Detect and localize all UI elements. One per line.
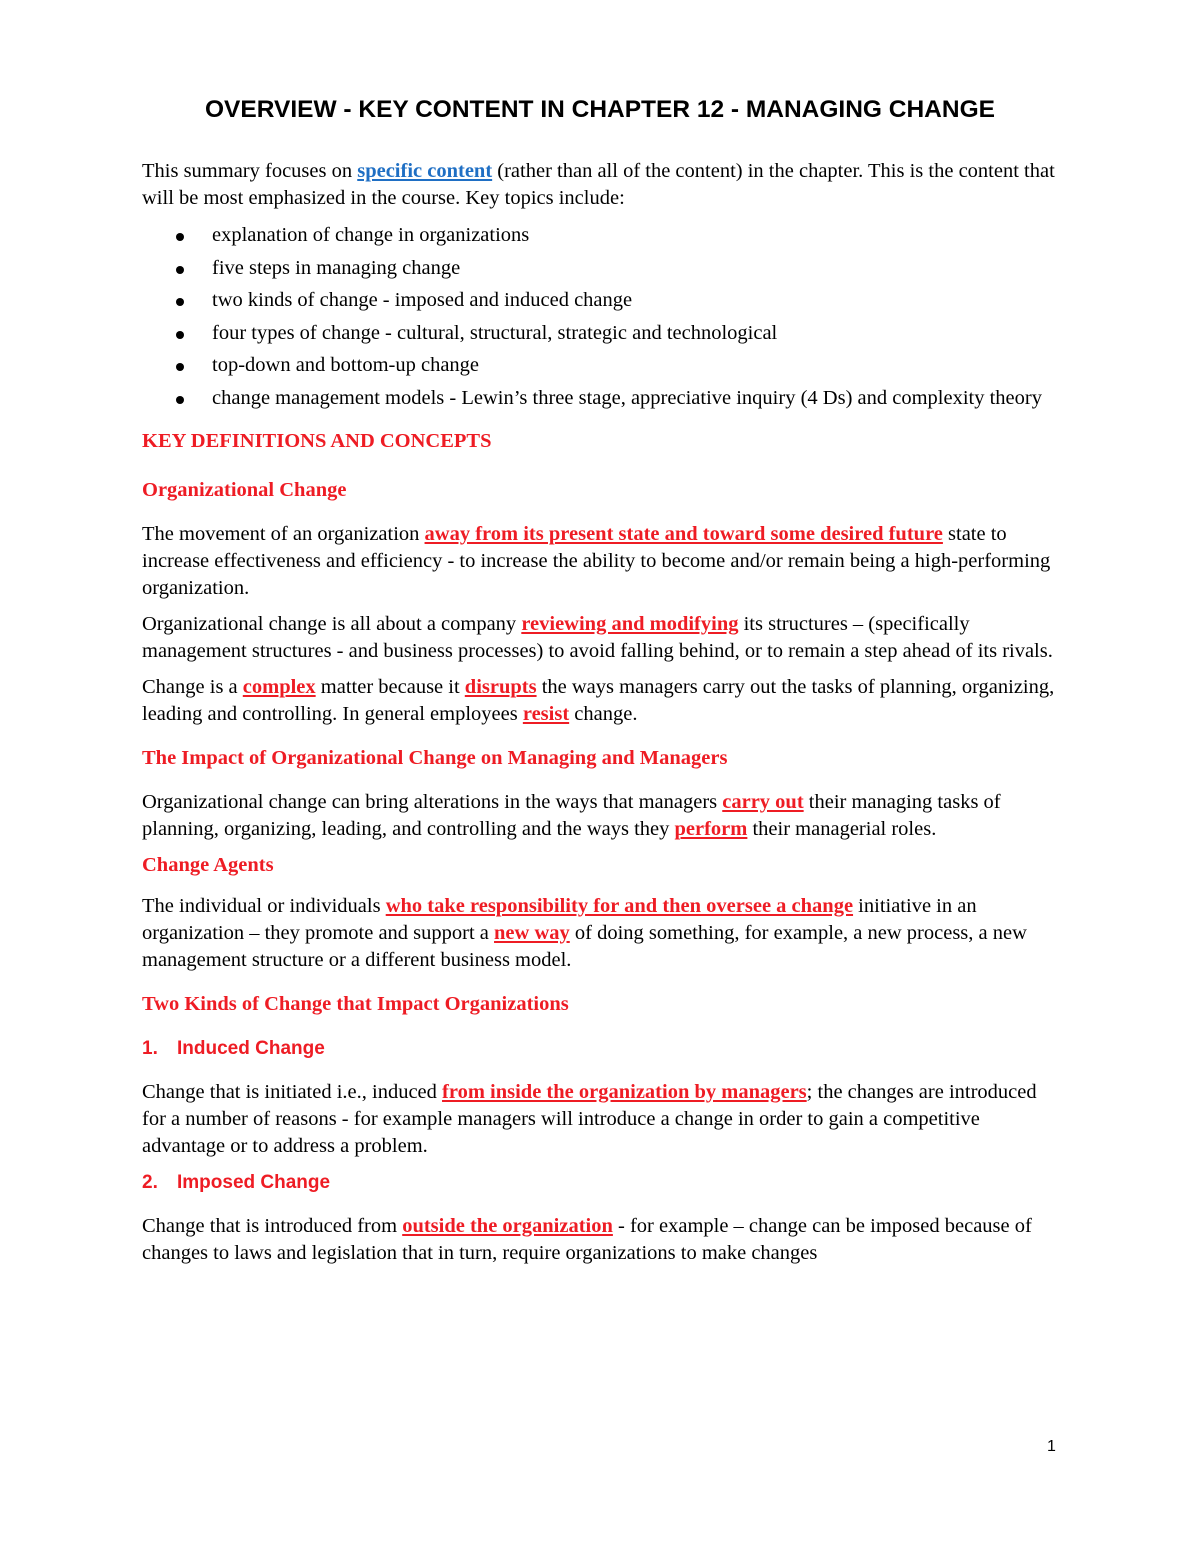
change-agents-heading: Change Agents [142, 853, 274, 876]
impact-heading: The Impact of Organizational Change on Managing and Managers [142, 746, 728, 769]
text: Organizational change can bring alterations in the ways that managers [142, 790, 723, 813]
bullet-icon [176, 266, 184, 274]
text: - for example – change can be imposed because of changes to laws and legislation that in turn, require organizations to make changes [142, 1214, 1032, 1264]
specific-content-link[interactable]: specific content [357, 160, 493, 182]
highlight-text: who take responsibility for and then oversee a change [385, 894, 854, 917]
list-item [142, 222, 1062, 249]
text: The individual or individuals [142, 894, 386, 917]
bullet-icon [176, 298, 184, 306]
bullet-icon [176, 331, 184, 339]
bullet-icon [176, 396, 184, 404]
page-title: OVERVIEW - KEY CONTENT IN CHAPTER 12 - MANAGING CHANGE [205, 96, 995, 123]
text: Change is a [142, 675, 243, 698]
text: change. [569, 702, 638, 725]
page-number: 1 [1047, 1438, 1056, 1455]
impact-paragraph [142, 789, 1062, 843]
document-body [142, 158, 1062, 1276]
text: state to increase effectiveness and efficiency - to increase the ability to become and/or remain being a high-performing organization. [142, 522, 1051, 599]
highlight-text: perform [674, 817, 748, 840]
highlight-text: resist [522, 702, 570, 725]
highlight-text: new way [494, 921, 570, 944]
heading-label: Induced Change [177, 1037, 325, 1059]
list-item [142, 352, 1062, 379]
text: matter because it [315, 675, 465, 698]
text: initiative in an organization – they promote and support a [142, 894, 977, 944]
list-item [142, 287, 1062, 314]
list-item [142, 255, 1062, 282]
induced-change-paragraph [142, 1079, 1062, 1160]
text: their managing tasks of planning, organizing, leading, and controlling and the ways they [142, 790, 1001, 840]
highlight-text: disrupts [464, 675, 537, 698]
topic-text: two kinds of change - imposed and induced change [212, 289, 633, 311]
heading-label: Imposed Change [177, 1171, 331, 1193]
highlight-text: away from its present state and toward some desired future [424, 522, 943, 545]
text: The movement of an organization [142, 522, 425, 545]
list-number: 1. [142, 1037, 158, 1059]
text: Organizational change is all about a company [142, 612, 522, 635]
org-change-paragraph-2 [142, 611, 1062, 665]
bullet-icon [176, 363, 184, 371]
org-change-definition [142, 521, 1062, 602]
imposed-change-paragraph [142, 1213, 1062, 1267]
organizational-change-heading: Organizational Change [142, 478, 347, 501]
text: their managerial roles. [747, 817, 937, 840]
topic-text: change management models - Lewin’s three stage, appreciative inquiry (4 Ds) and complexity theory [212, 386, 1042, 409]
highlight-text: from inside the organization by managers [442, 1080, 807, 1103]
text: the ways managers carry out the tasks of planning, organizing, leading and controlling. In general employees [142, 675, 1055, 725]
topic-text: four types of change - cultural, structural, strategic and technological [212, 321, 778, 344]
list-number: 2. [142, 1171, 158, 1193]
org-change-paragraph-3 [142, 674, 1062, 728]
induced-change-heading [142, 1035, 1062, 1062]
topic-text: explanation of change in organizations [212, 224, 530, 246]
topic-text: top-down and bottom-up change [212, 354, 480, 376]
text: its structures – (specifically management structures - and business processes) to avoid falling behind, or to remain a step ahead of its rivals. [142, 612, 1053, 662]
bullet-icon [176, 233, 184, 241]
imposed-change-heading [142, 1169, 1062, 1196]
intro-text-2: (rather than all of the content) in the chapter. This is the content that will be most emphasized in the course. Key topics include: [142, 160, 1055, 209]
highlight-text: complex [242, 675, 316, 698]
change-agents-paragraph [142, 893, 1062, 974]
topic-text: five steps in managing change [212, 256, 461, 279]
highlight-text: outside the organization [402, 1214, 613, 1237]
list-item [142, 385, 1062, 412]
text: of doing something, for example, a new process, a new management structure or a different business model. [142, 921, 1027, 971]
text: Change that is initiated i.e., induced [142, 1080, 443, 1103]
text: Change that is introduced from [142, 1214, 403, 1237]
intro-text-1: This summary focuses on [142, 160, 358, 182]
list-item [142, 320, 1062, 347]
highlight-text: carry out [722, 790, 804, 813]
highlight-text: reviewing and modifying [521, 612, 739, 635]
text: ; the changes are introduced for a number of reasons - for example managers will introduce a change in order to gain a competitive advantage or to address a problem. [142, 1080, 1037, 1157]
key-definitions-heading: KEY DEFINITIONS AND CONCEPTS [142, 429, 492, 452]
intro-paragraph [142, 158, 1062, 212]
key-topics-list [142, 222, 1062, 412]
two-kinds-heading: Two Kinds of Change that Impact Organizations [142, 992, 569, 1015]
